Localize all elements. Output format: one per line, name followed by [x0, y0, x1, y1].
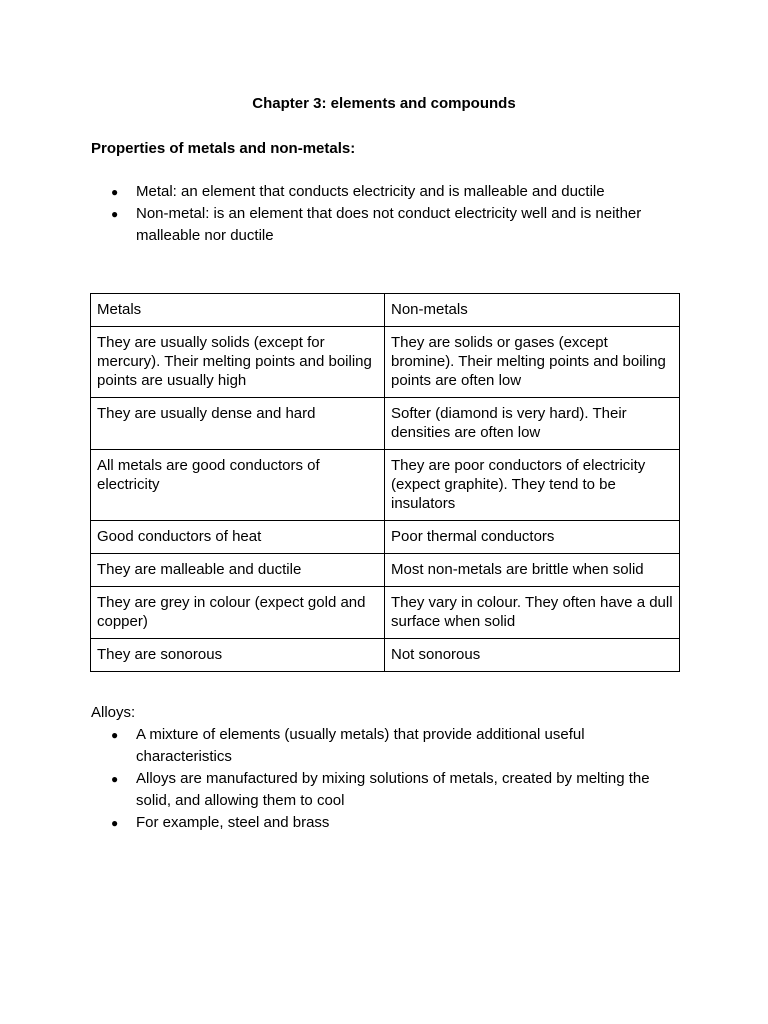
bullet-icon: ●: [111, 185, 119, 199]
bullet-icon: ●: [111, 207, 119, 221]
table-cell: They are sonorous: [91, 639, 385, 672]
table-cell: They are grey in colour (expect gold and copper): [91, 587, 385, 639]
table-cell: They are usually dense and hard: [91, 398, 385, 450]
table-cell: Most non-metals are brittle when solid: [385, 554, 680, 587]
list-item: [111, 812, 671, 834]
table-cell: They are malleable and ductile: [91, 554, 385, 587]
list-item: [111, 768, 671, 812]
table-cell: They vary in colour. They often have a dull surface when solid: [385, 587, 680, 639]
alloys-bullet-list: [111, 724, 671, 834]
table-cell: All metals are good conductors of electricity: [91, 450, 385, 521]
intro-bullet-list: [111, 181, 671, 247]
list-item: [111, 203, 671, 247]
table-row: [91, 398, 680, 450]
table-row: [91, 587, 680, 639]
table-cell: They are usually solids (except for mercury). Their melting points and boiling points are usually high: [91, 327, 385, 398]
table-row: [91, 450, 680, 521]
table-cell: Not sonorous: [385, 639, 680, 672]
list-item-text: Alloys are manufactured by mixing solutions of metals, created by melting the solid, and allowing them to cool: [136, 770, 650, 809]
bullet-icon: ●: [111, 772, 119, 786]
list-item-text: A mixture of elements (usually metals) that provide additional useful characteristics: [136, 726, 585, 765]
list-item-text: For example, steel and brass: [136, 814, 330, 831]
table-cell: Good conductors of heat: [91, 521, 385, 554]
table-header-row: [91, 294, 680, 327]
list-item: [111, 724, 671, 768]
table-row: [91, 521, 680, 554]
list-item-text: Metal: an element that conducts electricity and is malleable and ductile: [136, 183, 605, 200]
table-cell: Poor thermal conductors: [385, 521, 680, 554]
table-cell: They are solids or gases (except bromine). Their melting points and boiling points are often low: [385, 327, 680, 398]
section-heading: Properties of metals and non-metals:: [91, 140, 356, 157]
column-header-metals: Metals: [91, 294, 385, 327]
column-header-non-metals: Non-metals: [385, 294, 680, 327]
properties-table: [90, 293, 680, 672]
table-cell: They are poor conductors of electricity (expect graphite). They tend to be insulators: [385, 450, 680, 521]
bullet-icon: ●: [111, 816, 119, 830]
table-row: [91, 639, 680, 672]
alloys-label: Alloys:: [91, 704, 136, 721]
list-item-text: Non-metal: is an element that does not conduct electricity well and is neither malleable nor ductile: [136, 205, 642, 244]
table-cell: Softer (diamond is very hard). Their densities are often low: [385, 398, 680, 450]
table-row: [91, 327, 680, 398]
list-item: [111, 181, 671, 203]
table-row: [91, 554, 680, 587]
page-title: Chapter 3: elements and compounds: [252, 95, 516, 112]
bullet-icon: ●: [111, 728, 119, 742]
